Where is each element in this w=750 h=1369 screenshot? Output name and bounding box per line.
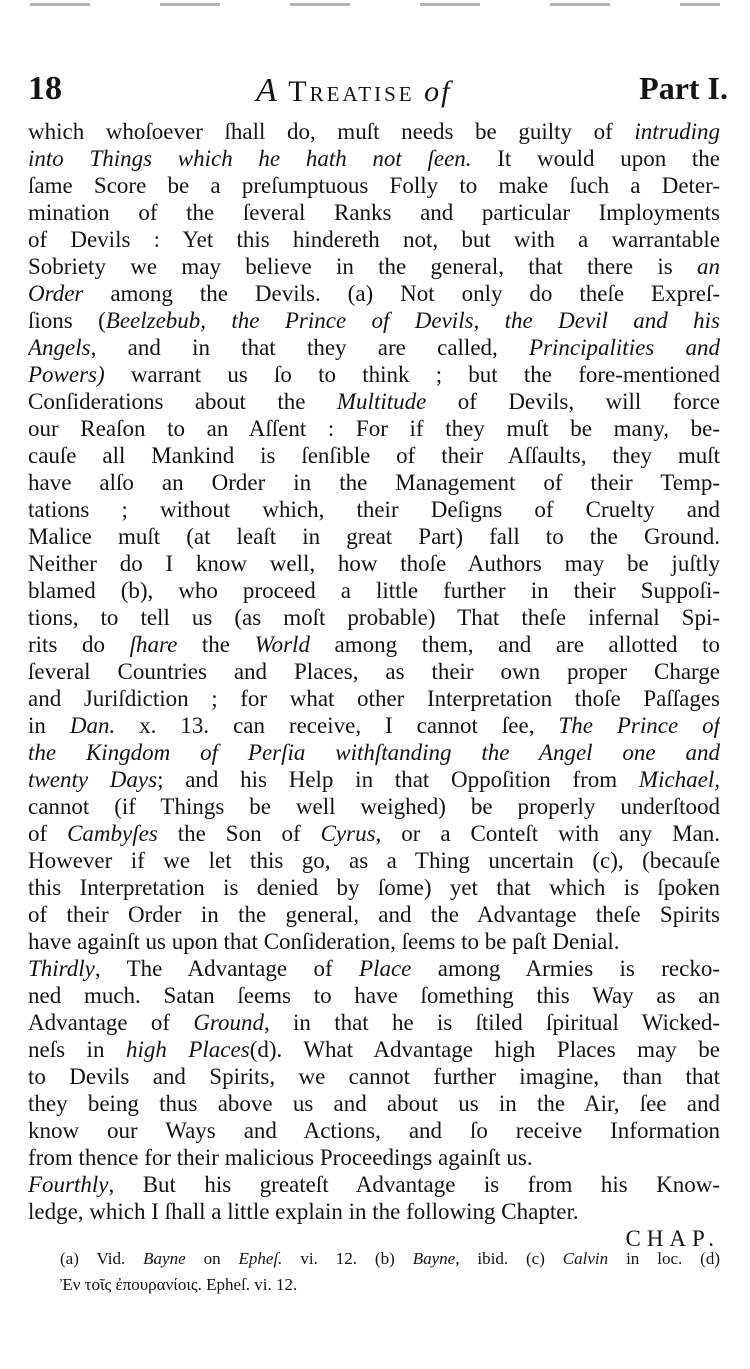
italic-phrase: The Prince of (558, 713, 720, 738)
running-title (256, 72, 451, 110)
text-run: ſeveral Countries and Places, as their own proper Charge (28, 659, 720, 684)
text-run: neſs in (28, 1037, 126, 1062)
text-line (28, 1117, 720, 1144)
text-run: Malice muſt (at leaſt in great Part) fall to the Ground. (28, 524, 720, 549)
text-run: among Armies is recko- (411, 956, 720, 981)
text-run: to Devils and Spirits, we cannot further imagine, than that (28, 1064, 720, 1089)
title-word: Treatise (288, 75, 415, 108)
italic-phrase: high Places (125, 1037, 250, 1062)
italic-phrase: Principalities and (529, 335, 720, 360)
text-line (28, 1144, 720, 1171)
text-line (28, 388, 720, 415)
text-run: , But his greateſt Advantage is from his Know- (108, 1172, 720, 1197)
title-of: of (424, 75, 452, 108)
text-run: Advantage of (28, 1010, 194, 1035)
text-run: Sobriety we may believe in the general, that there is (28, 254, 697, 279)
text-run: Conſiderations about the (28, 389, 337, 414)
text-line (28, 118, 720, 145)
text-run: , in that he is ſtiled ſpiritual Wicked- (264, 1010, 720, 1035)
text-run: the Son of (157, 821, 321, 846)
text-run: this Interpretation is denied by ſome) yet that which is ſpoken (28, 875, 720, 900)
italic-phrase: Cambyſes (67, 821, 158, 846)
text-run: Neither do I know well, how thoſe Authors may be juſtly (28, 551, 720, 576)
text-line (28, 469, 720, 496)
italic-phrase: Place (359, 956, 412, 981)
text-line (28, 793, 720, 820)
text-run: ledge, which I ſhall a little explain in the following Chapter. (28, 1199, 579, 1224)
text-line (28, 1009, 720, 1036)
text-run: and Juriſdiction ; for what other Interpretation thoſe Paſſages (28, 686, 720, 711)
italic-phrase: Order (28, 281, 84, 306)
text-line (28, 145, 720, 172)
text-run: tations ; without which, their Deſigns of Cruelty and (28, 497, 720, 522)
text-run: they being thus above us and about us in the Air, ſee and (28, 1091, 720, 1116)
text-line (28, 820, 720, 847)
text-line (28, 712, 720, 739)
text-line (28, 442, 720, 469)
text-line (28, 1171, 720, 1198)
text-run: cauſe all Mankind is ſenſible of their Aſſaults, they muſt (28, 443, 720, 468)
text-line (28, 1036, 720, 1063)
text-run: x. 13. can receive, I cannot ſee, (115, 713, 559, 738)
title-initial: A (256, 72, 279, 109)
text-line (28, 1063, 720, 1090)
italic-phrase: Angels (28, 335, 91, 360)
text-line (28, 847, 720, 874)
text-run: , or a Conteſt with any Man. (375, 821, 720, 846)
text-line (28, 307, 720, 334)
part-label: Part I. (639, 70, 728, 106)
italic-phrase: Beelzebub, the Prince of Devils, the Devil and his (105, 308, 720, 333)
page-number: 18 (28, 70, 62, 107)
text-run: (d). What Advantage high Places may be (249, 1037, 720, 1062)
text-line (28, 982, 720, 1009)
italic-phrase: Powers) (28, 362, 105, 387)
text-run: know our Ways and Actions, and ſo receive Information (28, 1118, 720, 1143)
italic-phrase: into Things which he hath not ſeen. (28, 146, 472, 171)
footnote-line (60, 1246, 720, 1272)
footnote-run: Epheſ. (238, 1249, 283, 1268)
text-run: However if we let this go, as a Thing uncertain (c), (becauſe (28, 848, 720, 873)
text-run: , and in that they are called, (90, 335, 530, 360)
text-line (28, 415, 720, 442)
footnote-run: Bayne (143, 1249, 186, 1268)
italic-phrase: Dan. (69, 713, 116, 738)
footnote-run: , ibid. (c) (455, 1249, 563, 1268)
footnotes (60, 1246, 720, 1298)
text-line (28, 550, 720, 577)
italic-phrase: Cyrus (320, 821, 376, 846)
text-line (28, 739, 720, 766)
text-line (28, 253, 720, 280)
text-run: have alſo an Order in the Management of their Temp- (28, 470, 720, 495)
catchword: CHAP. (625, 1226, 720, 1251)
text-run: ; and his Help in that Oppoſition from (157, 767, 639, 792)
text-line (28, 523, 720, 550)
text-line (28, 658, 720, 685)
text-line (28, 280, 720, 307)
italic-phrase: Thirdly (28, 956, 95, 981)
text-line (28, 496, 720, 523)
text-run: , The Advantage of (94, 956, 360, 981)
text-run: rits do (28, 632, 130, 657)
footnote-run: Calvin (562, 1249, 609, 1268)
text-run: the (177, 632, 255, 657)
text-line (28, 199, 720, 226)
text-run: our Reaſon to an Aſſent : For if they muſt be many, be- (28, 416, 720, 441)
text-run: cannot (if Things be well weighed) be properly underſtood (28, 794, 720, 819)
text-run: ſame Score be a preſumptuous Folly to make ſuch a Deter- (28, 173, 720, 198)
text-run: from thence for their malicious Proceedings againſt us. (28, 1145, 533, 1170)
text-run: It would upon the (471, 146, 720, 171)
running-header (28, 70, 728, 118)
footnote-run: on (185, 1249, 239, 1268)
text-line (28, 361, 720, 388)
text-line (28, 901, 720, 928)
italic-phrase: World (254, 632, 310, 657)
italic-phrase: twenty Days (28, 767, 158, 792)
text-run: warrant us ſo to think ; but the fore-mentioned (104, 362, 720, 387)
text-run: tions, to tell us (as moſt probable) That theſe infernal Spi- (28, 605, 720, 630)
text-line (28, 577, 720, 604)
italic-phrase: the Kingdom of Perſia withſtanding the Angel one and (28, 740, 720, 765)
footnote-line (60, 1272, 720, 1298)
text-run: of Devils : Yet this hindereth not, but with a warrantable (28, 227, 720, 252)
text-run: which whoſoever ſhall do, muſt needs be guilty of (28, 119, 635, 144)
text-line (28, 955, 720, 982)
footnote-run: Ἐν τοῖς ἐπουρανίοις. Epheſ. vi. 12. (60, 1275, 298, 1294)
text-line (28, 685, 720, 712)
text-line (28, 1090, 720, 1117)
text-run: among them, and are allotted to (309, 632, 720, 657)
text-run: have againſt us upon that Conſideration, ſeems to be paſt Denial. (28, 929, 620, 954)
text-run: blamed (b), who proceed a little further in their Suppoſi- (28, 578, 720, 603)
italic-phrase: Fourthly (28, 1172, 109, 1197)
text-run: in (28, 713, 70, 738)
text-run: of their Order in the general, and the Advantage theſe Spirits (28, 902, 720, 927)
text-line (28, 1198, 720, 1225)
text-run: of (28, 821, 68, 846)
text-line (28, 226, 720, 253)
text-line (28, 631, 720, 658)
text-run: ſions ( (28, 308, 106, 333)
italic-phrase: Michael, (638, 767, 720, 792)
text-line (28, 766, 720, 793)
italic-phrase: Ground (193, 1010, 265, 1035)
text-run: ned much. Satan ſeems to have ſomething this Way as an (28, 983, 720, 1008)
text-run: among the Devils. (a) Not only do theſe Expreſ- (83, 281, 720, 306)
top-rule (30, 3, 720, 6)
footnote-run: (a) Vid. (60, 1249, 144, 1268)
italic-phrase: ſhare (129, 632, 178, 657)
footnote-run: vi. 12. (b) (282, 1249, 413, 1268)
text-run: of Devils, will force (426, 389, 720, 414)
text-line (28, 874, 720, 901)
text-line (28, 172, 720, 199)
italic-phrase: an (697, 254, 720, 279)
text-line (28, 928, 720, 955)
body-text (28, 118, 720, 1252)
text-line (28, 604, 720, 631)
footnote-run: in loc. (d) (608, 1249, 720, 1268)
italic-phrase: Multitude (336, 389, 427, 414)
text-run: mination of the ſeveral Ranks and particular Imployments (28, 200, 720, 225)
italic-phrase: intruding (634, 119, 720, 144)
footnote-run: Bayne (412, 1249, 456, 1268)
text-line (28, 334, 720, 361)
